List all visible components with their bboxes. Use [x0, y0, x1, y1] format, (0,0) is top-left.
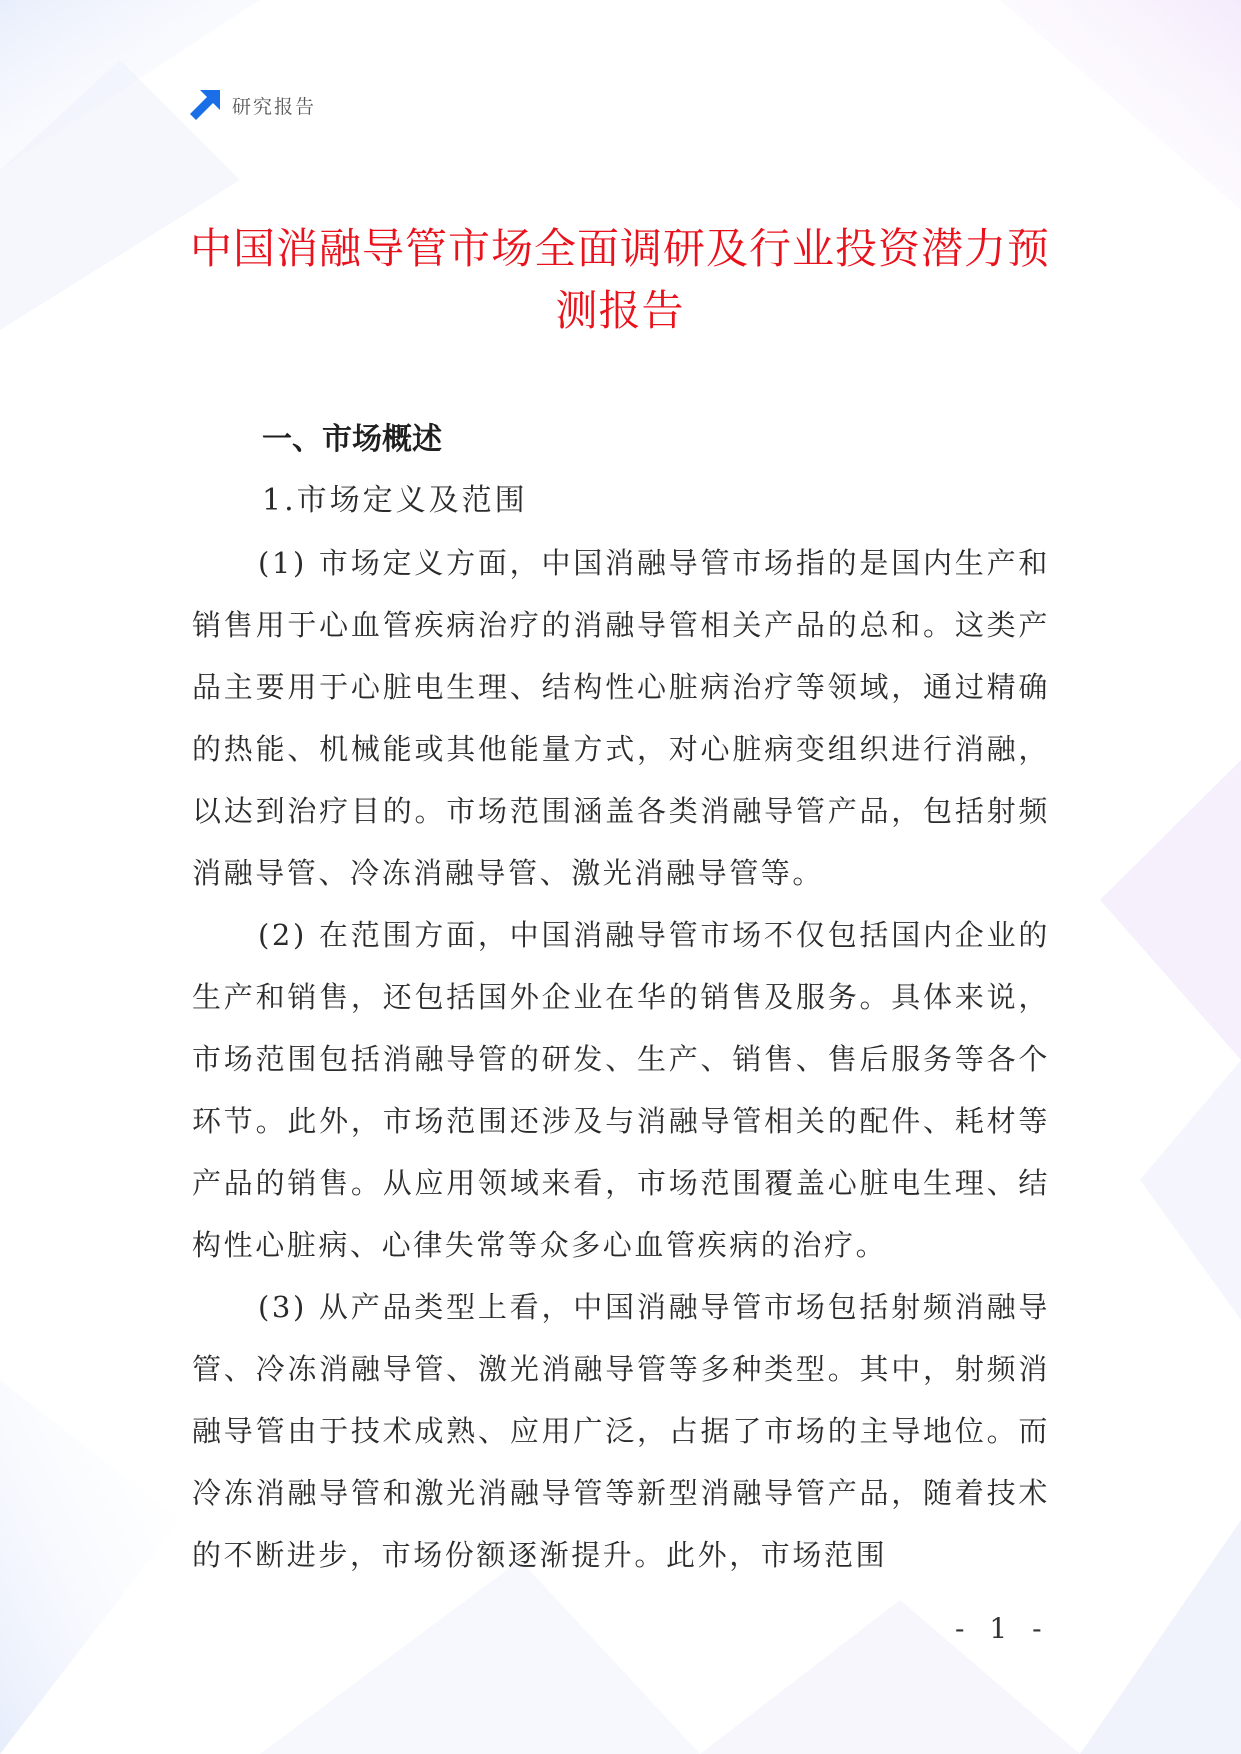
section-heading: 一、市场概述	[262, 422, 442, 457]
paragraph: (2) 在范围方面，中国消融导管市场不仅包括国内企业的生产和销售，还包括国外企业在华的销售及服务。具体来说，市场范围包括消融导管的研发、生产、销售、售后服务等各个环节。此外，市场范围还涉及与消融导管相关的配件、耗材等产品的销售。从应用领域来看，市场范围覆盖心脏电生理、结构性心脏病、心律失常等众多心血管疾病的治疗。	[192, 918, 1050, 1262]
report-title: 中国消融导管市场全面调研及行业投资潜力预测报告	[190, 224, 1051, 335]
paragraph: (1) 市场定义方面，中国消融导管市场指的是国内生产和销售用于心血管疾病治疗的消融导管相关产品的总和。这类产品主要用于心脏电生理、结构性心脏病治疗等领域，通过精确的热能、机械能或其他能量方式，对心脏病变组织进行消融，以达到治疗目的。市场范围涵盖各类消融导管产品，包括射频消融导管、冷冻消融导管、激光消融导管等。	[192, 546, 1050, 890]
report-header	[188, 88, 316, 122]
header-label: 研究报告	[232, 95, 317, 118]
subsection-heading: 1.市场定义及范围	[262, 483, 528, 518]
report-body	[192, 410, 1050, 1586]
arrow-up-right-icon	[188, 88, 222, 122]
page-number: - 1 -	[955, 1612, 1050, 1645]
paragraph: (3) 从产品类型上看，中国消融导管市场包括射频消融导管、冷冻消融导管、激光消融导管等多种类型。其中，射频消融导管由于技术成熟、应用广泛，占据了市场的主导地位。而冷冻消融导管和激光消融导管等新型消融导管产品，随着技术的不断进步，市场份额逐渐提升。此外，市场范围	[192, 1290, 1050, 1572]
